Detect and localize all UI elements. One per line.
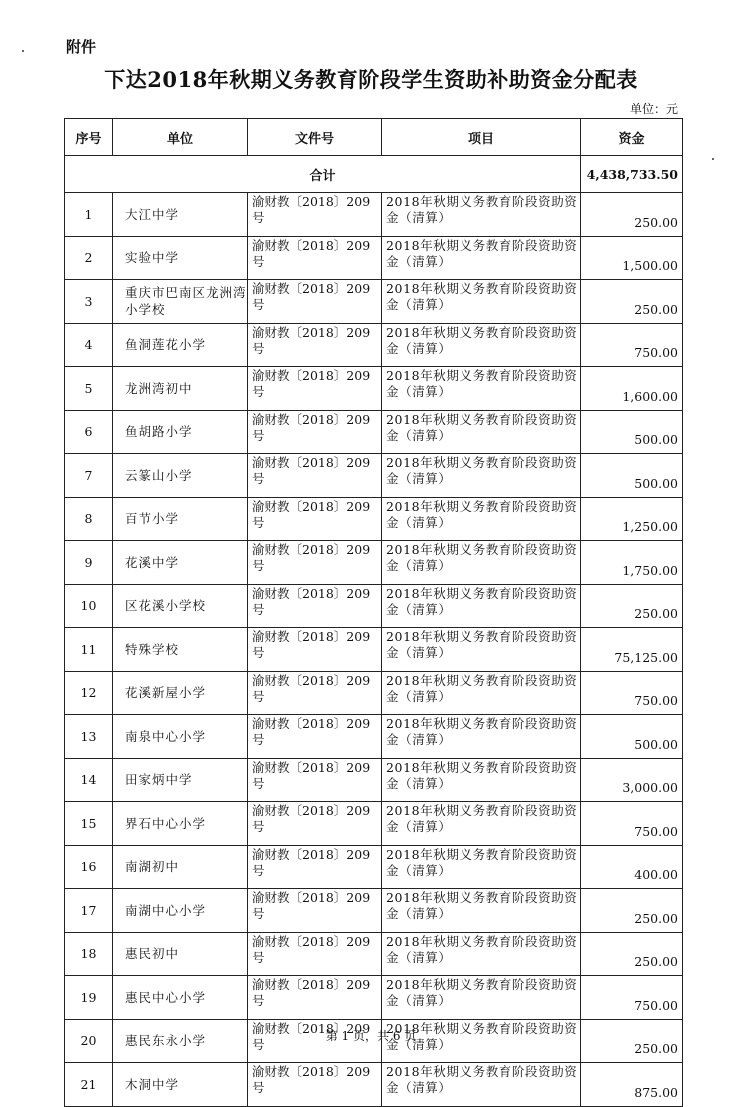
cell-doc-number: 渝财教〔2018〕209号 (248, 715, 382, 759)
attachment-label: 附件 (66, 38, 97, 56)
cell-no: 19 (65, 976, 113, 1020)
cell-amount: 250.00 (581, 1019, 683, 1063)
page-title: 下达2018年秋期义务教育阶段学生资助补助资金分配表 (104, 67, 638, 92)
cell-no: 18 (65, 932, 113, 976)
cell-no: 14 (65, 758, 113, 802)
cell-unit: 百节小学 (113, 497, 248, 541)
cell-unit: 惠民东永小学 (113, 1019, 248, 1063)
cell-doc-number: 渝财教〔2018〕209号 (248, 932, 382, 976)
cell-no: 11 (65, 628, 113, 672)
cell-item: 2018年秋期义务教育阶段资助资金（清算） (382, 802, 581, 846)
cell-item: 2018年秋期义务教育阶段资助资金（清算） (382, 1019, 581, 1063)
cell-unit: 花溪新屋小学 (113, 671, 248, 715)
cell-no: 10 (65, 584, 113, 628)
column-header-amount: 资金 (581, 119, 683, 156)
cell-unit: 区花溪小学校 (113, 584, 248, 628)
cell-item: 2018年秋期义务教育阶段资助资金（清算） (382, 454, 581, 498)
table-row (65, 932, 683, 976)
cell-unit: 花溪中学 (113, 541, 248, 585)
cell-unit: 田家炳中学 (113, 758, 248, 802)
table-row (65, 236, 683, 280)
cell-doc-number: 渝财教〔2018〕209号 (248, 584, 382, 628)
column-header-item: 项目 (382, 119, 581, 156)
cell-amount: 250.00 (581, 584, 683, 628)
cell-doc-number: 渝财教〔2018〕209号 (248, 541, 382, 585)
table-row (65, 628, 683, 672)
cell-no: 9 (65, 541, 113, 585)
cell-item: 2018年秋期义务教育阶段资助资金（清算） (382, 976, 581, 1020)
table-row (65, 367, 683, 411)
cell-amount: 250.00 (581, 280, 683, 324)
cell-item: 2018年秋期义务教育阶段资助资金（清算） (382, 497, 581, 541)
cell-amount: 400.00 (581, 845, 683, 889)
cell-doc-number: 渝财教〔2018〕209号 (248, 410, 382, 454)
cell-item: 2018年秋期义务教育阶段资助资金（清算） (382, 628, 581, 672)
cell-unit: 木洞中学 (113, 1063, 248, 1107)
unit-note: 单位：元 (629, 102, 678, 116)
cell-item: 2018年秋期义务教育阶段资助资金（清算） (382, 889, 581, 933)
cell-no: 4 (65, 323, 113, 367)
cell-no: 1 (65, 193, 113, 237)
cell-doc-number: 渝财教〔2018〕209号 (248, 628, 382, 672)
cell-item: 2018年秋期义务教育阶段资助资金（清算） (382, 845, 581, 889)
table-row (65, 802, 683, 846)
cell-doc-number: 渝财教〔2018〕209号 (248, 976, 382, 1020)
cell-amount: 750.00 (581, 976, 683, 1020)
table-row (65, 671, 683, 715)
cell-item: 2018年秋期义务教育阶段资助资金（清算） (382, 280, 581, 324)
table-row (65, 280, 683, 324)
cell-doc-number: 渝财教〔2018〕209号 (248, 280, 382, 324)
cell-no: 3 (65, 280, 113, 324)
cell-doc-number: 渝财教〔2018〕209号 (248, 1063, 382, 1107)
column-header-no: 序号 (65, 119, 113, 156)
cell-amount: 250.00 (581, 932, 683, 976)
scan-speck (712, 158, 714, 160)
cell-no: 13 (65, 715, 113, 759)
cell-amount: 750.00 (581, 323, 683, 367)
cell-item: 2018年秋期义务教育阶段资助资金（清算） (382, 584, 581, 628)
cell-item: 2018年秋期义务教育阶段资助资金（清算） (382, 236, 581, 280)
cell-no: 7 (65, 454, 113, 498)
cell-item: 2018年秋期义务教育阶段资助资金（清算） (382, 758, 581, 802)
table-row (65, 454, 683, 498)
cell-doc-number: 渝财教〔2018〕209号 (248, 193, 382, 237)
total-label: 合计 (65, 156, 581, 193)
total-row (65, 156, 683, 193)
cell-amount: 1,750.00 (581, 541, 683, 585)
cell-item: 2018年秋期义务教育阶段资助资金（清算） (382, 193, 581, 237)
cell-doc-number: 渝财教〔2018〕209号 (248, 671, 382, 715)
cell-amount: 75,125.00 (581, 628, 683, 672)
cell-amount: 500.00 (581, 715, 683, 759)
table-row (65, 758, 683, 802)
page-footer: 第 1 页，共 6 页 (325, 1029, 417, 1043)
total-amount: 4,438,733.50 (581, 156, 683, 193)
cell-amount: 750.00 (581, 802, 683, 846)
cell-unit: 云篆山小学 (113, 454, 248, 498)
table-row (65, 323, 683, 367)
scan-speck (22, 50, 24, 52)
cell-amount: 1,600.00 (581, 367, 683, 411)
cell-unit: 惠民初中 (113, 932, 248, 976)
cell-doc-number: 渝财教〔2018〕209号 (248, 323, 382, 367)
cell-no: 2 (65, 236, 113, 280)
cell-no: 20 (65, 1019, 113, 1063)
cell-unit: 重庆市巴南区龙洲湾小学校 (113, 280, 248, 324)
cell-item: 2018年秋期义务教育阶段资助资金（清算） (382, 367, 581, 411)
cell-item: 2018年秋期义务教育阶段资助资金（清算） (382, 323, 581, 367)
cell-doc-number: 渝财教〔2018〕209号 (248, 497, 382, 541)
cell-no: 12 (65, 671, 113, 715)
cell-unit: 实验中学 (113, 236, 248, 280)
cell-unit: 南湖中心小学 (113, 889, 248, 933)
table-row (65, 976, 683, 1020)
cell-doc-number: 渝财教〔2018〕209号 (248, 802, 382, 846)
cell-no: 17 (65, 889, 113, 933)
table-header-row (65, 119, 683, 156)
cell-no: 5 (65, 367, 113, 411)
cell-item: 2018年秋期义务教育阶段资助资金（清算） (382, 671, 581, 715)
cell-no: 8 (65, 497, 113, 541)
table-row (65, 410, 683, 454)
cell-unit: 惠民中心小学 (113, 976, 248, 1020)
cell-unit: 大江中学 (113, 193, 248, 237)
cell-no: 21 (65, 1063, 113, 1107)
table-row (65, 584, 683, 628)
cell-unit: 南泉中心小学 (113, 715, 248, 759)
cell-unit: 龙洲湾初中 (113, 367, 248, 411)
cell-amount: 1,500.00 (581, 236, 683, 280)
cell-unit: 特殊学校 (113, 628, 248, 672)
cell-no: 16 (65, 845, 113, 889)
cell-unit: 鱼洞莲花小学 (113, 323, 248, 367)
cell-amount: 250.00 (581, 889, 683, 933)
cell-doc-number: 渝财教〔2018〕209号 (248, 454, 382, 498)
column-header-unit: 单位 (113, 119, 248, 156)
cell-no: 15 (65, 802, 113, 846)
cell-amount: 3,000.00 (581, 758, 683, 802)
column-header-doc: 文件号 (248, 119, 382, 156)
table-row (65, 845, 683, 889)
cell-doc-number: 渝财教〔2018〕209号 (248, 367, 382, 411)
table-row (65, 497, 683, 541)
cell-item: 2018年秋期义务教育阶段资助资金（清算） (382, 410, 581, 454)
cell-unit: 界石中心小学 (113, 802, 248, 846)
cell-item: 2018年秋期义务教育阶段资助资金（清算） (382, 1063, 581, 1107)
cell-amount: 875.00 (581, 1063, 683, 1107)
cell-doc-number: 渝财教〔2018〕209号 (248, 1019, 382, 1063)
table-row (65, 889, 683, 933)
cell-amount: 1,250.00 (581, 497, 683, 541)
cell-doc-number: 渝财教〔2018〕209号 (248, 758, 382, 802)
cell-doc-number: 渝财教〔2018〕209号 (248, 845, 382, 889)
cell-amount: 500.00 (581, 454, 683, 498)
cell-item: 2018年秋期义务教育阶段资助资金（清算） (382, 541, 581, 585)
cell-amount: 250.00 (581, 193, 683, 237)
table-row (65, 193, 683, 237)
cell-amount: 750.00 (581, 671, 683, 715)
allocation-table (64, 118, 683, 1107)
cell-unit: 鱼胡路小学 (113, 410, 248, 454)
cell-amount: 500.00 (581, 410, 683, 454)
table-row (65, 541, 683, 585)
cell-no: 6 (65, 410, 113, 454)
cell-doc-number: 渝财教〔2018〕209号 (248, 889, 382, 933)
cell-item: 2018年秋期义务教育阶段资助资金（清算） (382, 932, 581, 976)
cell-item: 2018年秋期义务教育阶段资助资金（清算） (382, 715, 581, 759)
cell-unit: 南湖初中 (113, 845, 248, 889)
table-row (65, 1063, 683, 1107)
table-row (65, 715, 683, 759)
cell-doc-number: 渝财教〔2018〕209号 (248, 236, 382, 280)
